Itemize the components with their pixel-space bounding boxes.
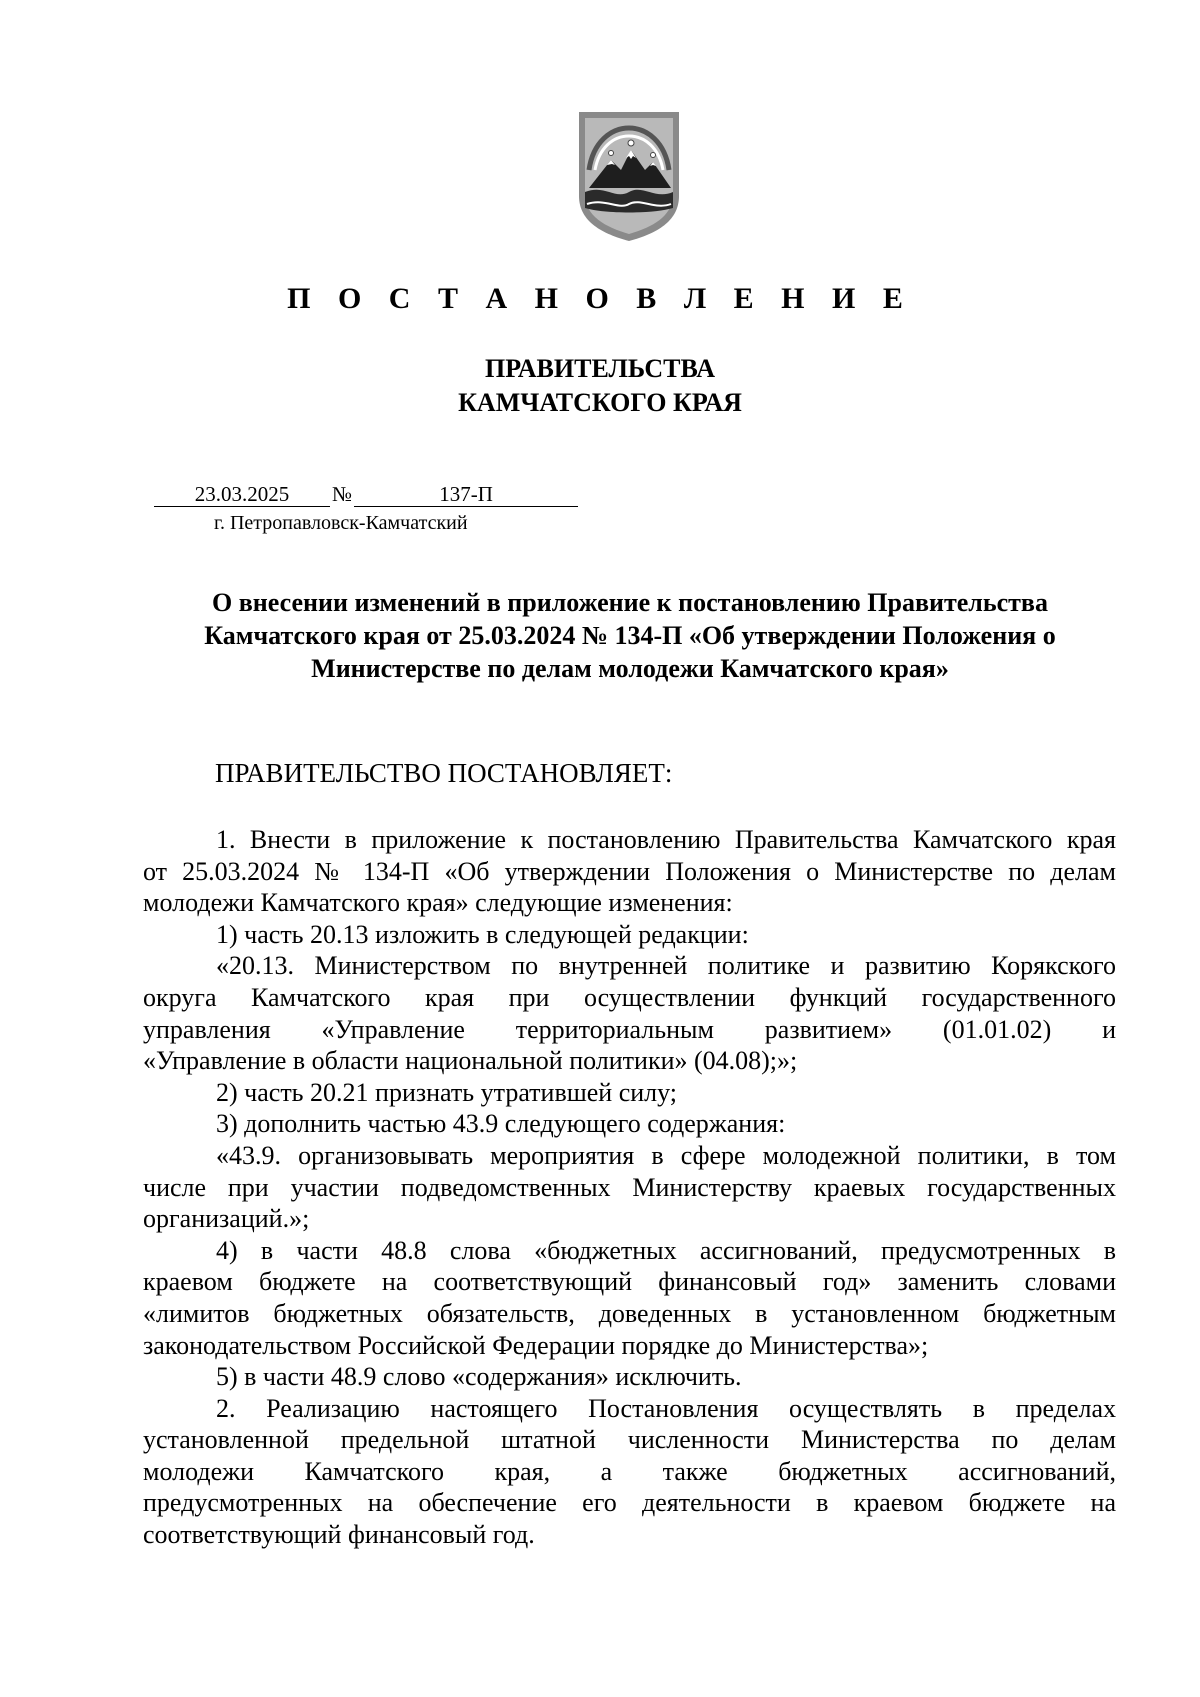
body-line: 3) дополнить частью 43.9 следующего содержания: <box>216 1109 786 1139</box>
body-line: 1) часть 20.13 изложить в следующей редакции: <box>216 919 749 949</box>
body-line: 4) в части 48.8 слова «бюджетных ассигнований, предусмотренных в <box>216 1235 1116 1265</box>
body-line: 5) в части 48.9 слово «содержания» исключить. <box>216 1362 742 1392</box>
document-heading <box>140 586 1120 685</box>
body-line: установленной предельной штатной численности Министерства по делам <box>143 1425 1116 1455</box>
body-line: 1. Внести в приложение к постановлению Правительства Камчатского края <box>216 825 1116 854</box>
city-line: г. Петропавловск-Камчатский <box>214 512 468 534</box>
body-line: организаций.»; <box>143 1204 310 1234</box>
number-sign: № <box>332 482 353 506</box>
body-line: предусмотренных на обеспечение его деятельности в краевом бюджете на <box>143 1488 1116 1518</box>
document-number: 137-П <box>354 482 578 507</box>
document-body <box>143 824 1116 1551</box>
body-line: «Управление в области национальной политики» (04.08);»; <box>143 1046 798 1076</box>
issuer-line-2: КАМЧАТСКОГО КРАЯ <box>458 388 742 417</box>
heading-line: Камчатского края от 25.03.2024 № 134-П «Об утверждении Положения о <box>204 621 1056 650</box>
body-line: «20.13. Министерством по внутренней политике и развитию Корякского <box>216 951 1116 981</box>
kamchatka-coat-of-arms-icon <box>575 108 683 243</box>
date-number-line <box>154 482 578 510</box>
body-line: числе при участии подведомственных Министерству краевых государственных <box>143 1172 1116 1202</box>
heading-line: О внесении изменений в приложение к постановлению Правительства <box>212 588 1048 617</box>
body-line: «43.9. организовывать мероприятия в сфере молодежной политики, в том <box>216 1140 1116 1170</box>
body-line: 2) часть 20.21 признать утратившей силу; <box>216 1077 678 1107</box>
body-line: 2. Реализацию настоящего Постановления осуществлять в пределах <box>216 1393 1116 1423</box>
body-line: от 25.03.2024 № 134-П «Об утверждении Положения о Министерстве по делам <box>143 856 1116 886</box>
body-line: «лимитов бюджетных обязательств, доведенных в установленном бюджетным <box>143 1298 1116 1328</box>
body-line: законодательством Российской Федерации порядке до Министерства»; <box>143 1330 929 1360</box>
issuer-line-1: ПРАВИТЕЛЬСТВА <box>485 354 715 383</box>
document-title: П О С Т А Н О В Л Е Н И Е <box>287 282 913 315</box>
body-line: молодежи Камчатского края, а также бюджетных ассигнований, <box>143 1456 1116 1486</box>
body-line: соответствующий финансовый год. <box>143 1520 535 1550</box>
body-line: краевом бюджете на соответствующий финансовый год» заменить словами <box>143 1267 1116 1297</box>
body-line: управления «Управление территориальным развитием» (01.01.02) и <box>143 1014 1116 1044</box>
document-date: 23.03.2025 <box>154 482 330 507</box>
decree-statement: ПРАВИТЕЛЬСТВО ПОСТАНОВЛЯЕТ: <box>215 758 673 788</box>
body-line: округа Камчатского края при осуществлении функций государственного <box>143 982 1116 1012</box>
heading-line: Министерстве по делам молодежи Камчатского края» <box>311 654 949 683</box>
body-line: молодежи Камчатского края» следующие изменения: <box>143 888 733 918</box>
